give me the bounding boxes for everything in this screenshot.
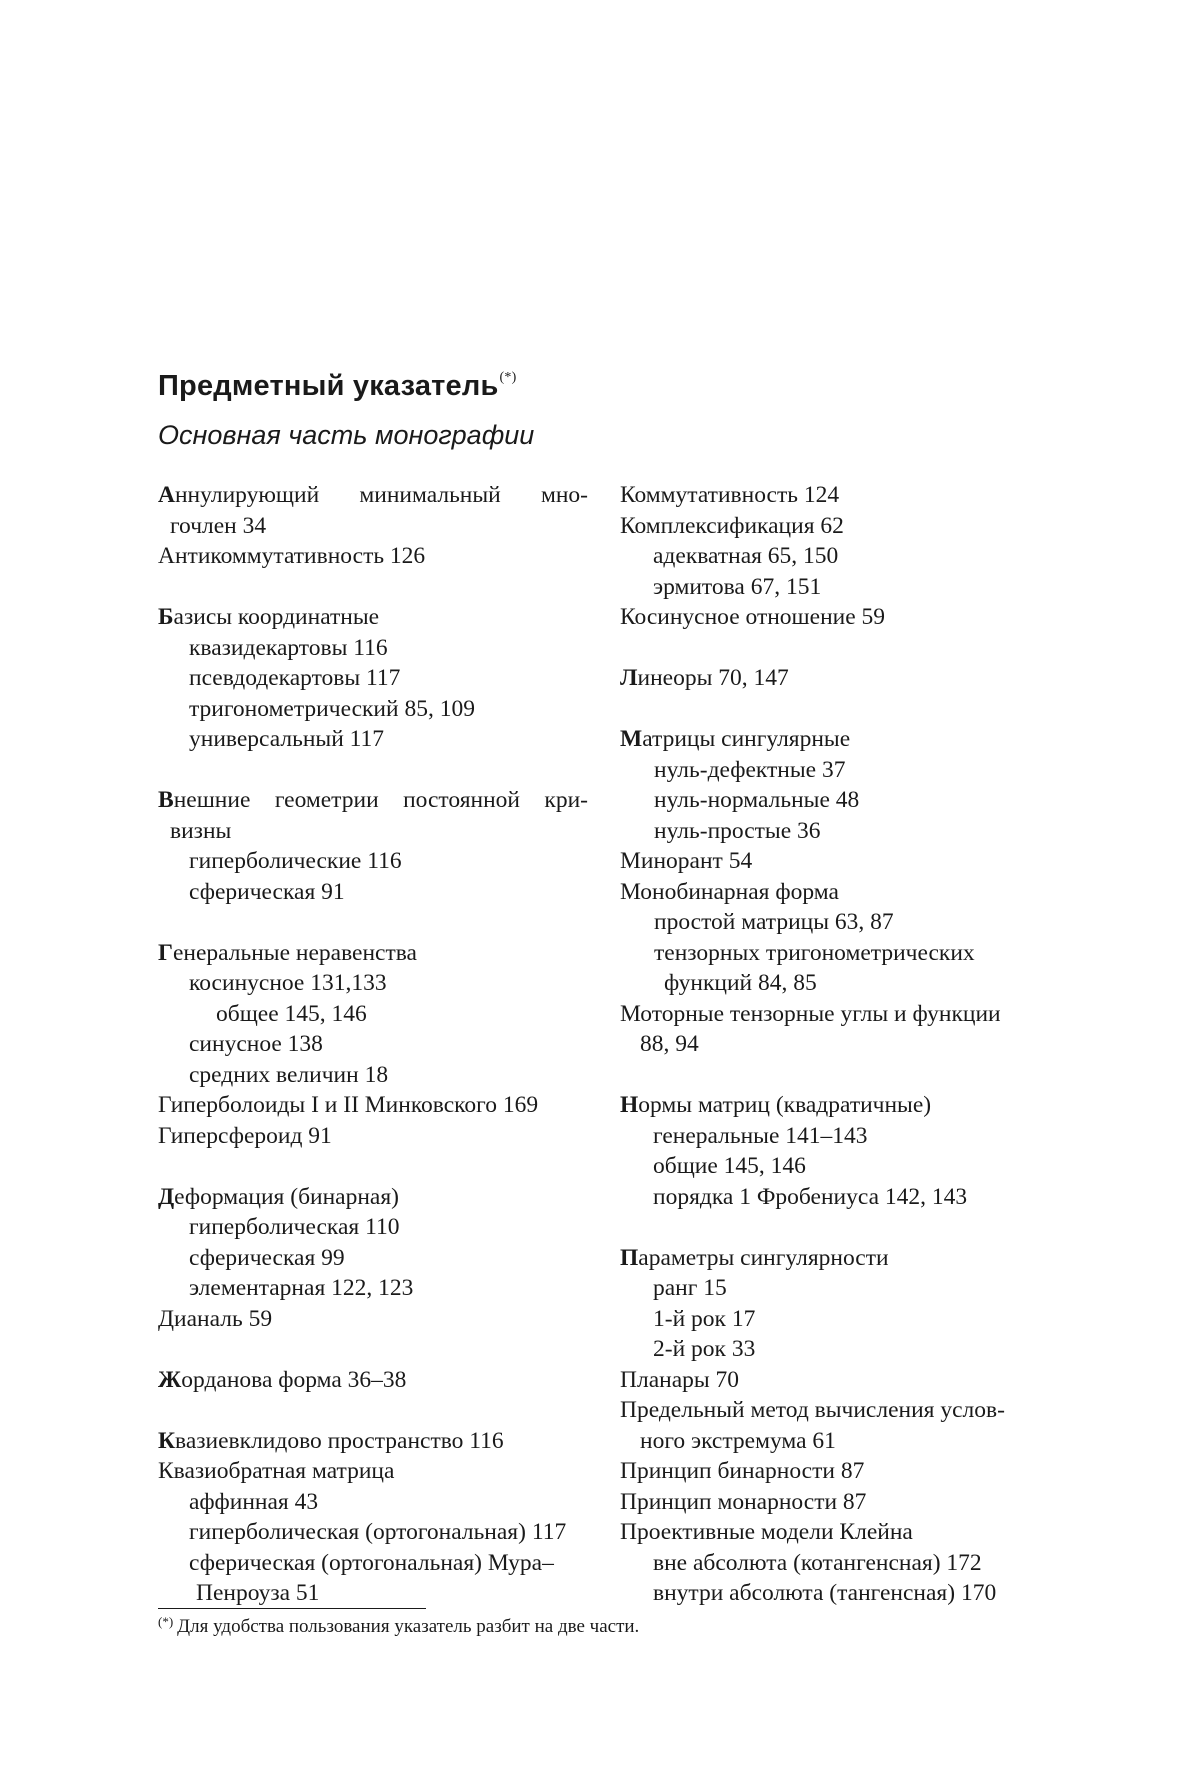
index-entry-text: косинусное 131,133 <box>189 970 387 996</box>
index-entry-text: енеральные неравенства <box>172 939 417 966</box>
index-entry-text: орданова форма 36–38 <box>181 1366 407 1393</box>
index-entry-text: Планары 70 <box>620 1366 740 1393</box>
index-entry-text: ного экстремума 61 <box>640 1427 836 1454</box>
index-entry-text: атрицы сингулярные <box>642 726 851 752</box>
index-entry <box>620 907 1050 938</box>
index-entry <box>620 877 1050 908</box>
index-entry <box>158 633 588 664</box>
index-entry <box>158 846 588 877</box>
index-entry-text: 88, 94 <box>640 1031 699 1057</box>
footnote <box>158 1614 639 1638</box>
index-entry <box>620 1426 1050 1457</box>
index-entry-text: инеоры 70, 147 <box>637 665 789 691</box>
index-entry <box>620 541 1050 572</box>
index-entry-text: Антикоммутативность 126 <box>158 543 426 569</box>
index-entry-text: ранг 15 <box>653 1275 727 1301</box>
index-entry <box>620 602 1050 633</box>
index-spacer <box>620 1060 1050 1091</box>
index-entry <box>620 816 1050 847</box>
index-entry-text: простой матрицы 63, 87 <box>654 909 894 935</box>
index-spacer <box>158 907 588 938</box>
index-entry <box>620 1151 1050 1182</box>
index-entry-text: Комплексификация 62 <box>620 512 844 539</box>
index-entry <box>620 1517 1050 1548</box>
index-entry-text: Предельный метод вычисления услов- <box>620 1397 1005 1423</box>
index-entry-text: 2-й рок 33 <box>653 1336 756 1362</box>
index-entry-text: Коммутативность 124 <box>620 482 840 508</box>
footnote-mark: (*) <box>158 1614 174 1629</box>
footnote-reference-mark: (*) <box>499 370 517 385</box>
index-spacer <box>158 1395 588 1426</box>
index-entry-text: нуль-дефектные 37 <box>654 756 846 783</box>
index-entry <box>620 968 1050 999</box>
index-entry-text: Монобинарная форма <box>620 878 839 905</box>
index-entry <box>620 1182 1050 1213</box>
index-entry <box>158 938 588 969</box>
index-entry <box>158 1548 588 1579</box>
index-entry-text: ормы матриц (квадратичные) <box>638 1092 932 1118</box>
index-entry-text: гиперболические 116 <box>189 848 402 874</box>
footnote-divider <box>158 1608 426 1609</box>
index-spacer <box>158 1334 588 1365</box>
index-entry <box>158 1517 588 1548</box>
index-spacer <box>620 1212 1050 1243</box>
index-entry <box>620 1334 1050 1365</box>
index-entry-text: порядка 1 Фробениуса 142, 143 <box>653 1183 968 1210</box>
index-entry-text: азисы координатные <box>173 604 380 630</box>
index-spacer <box>620 633 1050 664</box>
index-entry <box>158 511 588 542</box>
index-entry-text: 1-й рок 17 <box>653 1305 756 1332</box>
index-entry <box>158 1273 588 1304</box>
index-entry <box>158 1121 588 1152</box>
index-spacer <box>620 694 1050 725</box>
index-entry <box>158 1304 588 1335</box>
index-entry <box>158 541 588 572</box>
index-letter-lead: Д <box>158 1183 175 1210</box>
index-entry <box>158 877 588 908</box>
index-entry <box>620 511 1050 542</box>
index-entry <box>620 1121 1050 1152</box>
index-entry-text: квазидекартовы 116 <box>189 634 388 661</box>
index-letter-lead: В <box>158 787 174 813</box>
index-entry-text: гиперболическая 110 <box>189 1214 400 1240</box>
index-spacer <box>158 1151 588 1182</box>
index-entry <box>158 999 588 1030</box>
index-entry <box>158 1182 588 1213</box>
index-entry <box>620 755 1050 786</box>
index-entry-text: аффинная 43 <box>189 1488 319 1515</box>
index-entry-text: сферическая 99 <box>189 1244 345 1271</box>
index-entry <box>620 724 1050 755</box>
index-entry <box>620 663 1050 694</box>
index-entry <box>620 1090 1050 1121</box>
index-column-left <box>158 480 588 1609</box>
index-letter-lead: Г <box>158 939 173 966</box>
index-entry-text: Пенроуза 51 <box>196 1580 320 1606</box>
index-entry-text: эрмитова 67, 151 <box>653 573 822 600</box>
index-entry <box>158 968 588 999</box>
index-entry <box>620 1365 1050 1396</box>
index-entry-text: тензорных тригонометрических <box>654 939 975 966</box>
index-spacer <box>158 755 588 786</box>
index-entry-text: Косинусное отношение 59 <box>620 604 886 630</box>
index-entry <box>620 1456 1050 1487</box>
index-entry-text: Гиперсфероид 91 <box>158 1122 332 1149</box>
index-entry <box>158 1365 588 1396</box>
index-entry-text: нуль-нормальные 48 <box>654 787 860 813</box>
index-entry-text: генеральные 141–143 <box>653 1122 868 1149</box>
index-entry <box>620 1273 1050 1304</box>
index-entry <box>620 1578 1050 1609</box>
index-entry-text: вазиевклидово пространство 116 <box>175 1427 504 1454</box>
index-letter-lead: А <box>158 482 175 508</box>
index-column-right <box>620 480 1050 1609</box>
index-entry <box>158 724 588 755</box>
index-entry-text: синусное 138 <box>189 1031 323 1057</box>
index-entry-text: Принцип монарности 87 <box>620 1488 867 1515</box>
index-entry <box>158 1456 588 1487</box>
index-entry-text: сферическая 91 <box>189 878 345 905</box>
index-entry <box>158 1060 588 1091</box>
index-entry <box>620 572 1050 603</box>
index-entry <box>158 1090 588 1121</box>
index-entry <box>158 663 588 694</box>
index-letter-lead: Б <box>158 604 174 630</box>
index-letter-lead: Л <box>620 665 638 691</box>
index-entry-text: Минорант 54 <box>620 848 753 874</box>
page-title-text: Предметный указатель <box>158 370 499 402</box>
index-entry <box>620 1029 1050 1060</box>
index-entry-text: общее 145, 146 <box>216 1000 367 1027</box>
index-entry-text: Дианаль 59 <box>158 1305 273 1332</box>
index-entry-text: ннулирующий минимальный мно- <box>174 482 588 508</box>
footnote-text: Для удобства пользования указатель разбит на две части. <box>177 1616 640 1637</box>
index-entry-text: вне абсолюта (котангенсная) 172 <box>653 1549 982 1576</box>
index-entry-text: внутри абсолюта (тангенсная) 170 <box>653 1580 997 1606</box>
index-entry <box>158 1243 588 1274</box>
index-entry <box>620 846 1050 877</box>
index-letter-lead: М <box>620 726 643 752</box>
index-entry-text: гиперболическая (ортогональная) 117 <box>189 1519 567 1545</box>
index-entry <box>158 480 588 511</box>
index-entry <box>158 1487 588 1518</box>
index-entry-text: визны <box>170 817 232 844</box>
index-entry-text: нуль-простые 36 <box>654 817 821 844</box>
index-entry <box>620 1395 1050 1426</box>
index-entry-text: средних величин 18 <box>189 1061 389 1088</box>
index-entry <box>158 1029 588 1060</box>
index-letter-lead: Ж <box>158 1366 182 1393</box>
index-entry <box>158 1578 588 1609</box>
index-entry <box>158 1426 588 1457</box>
index-entry-text: универсальный 117 <box>189 726 385 752</box>
index-entry-text: общие 145, 146 <box>653 1153 806 1179</box>
index-entry-text: Принцип бинарности 87 <box>620 1458 865 1484</box>
index-letter-lead: К <box>158 1427 176 1454</box>
index-letter-lead: П <box>620 1244 639 1271</box>
index-entry <box>158 694 588 725</box>
index-entry <box>158 1212 588 1243</box>
index-entry <box>620 1548 1050 1579</box>
index-entry-text: нешние геометрии постоянной кри- <box>173 787 588 813</box>
index-entry-text: тригонометрический 85, 109 <box>189 695 475 722</box>
index-entry <box>620 938 1050 969</box>
index-entry-text: гочлен 34 <box>170 512 267 539</box>
index-entry <box>620 1487 1050 1518</box>
index-entry-text: псевдодекартовы 117 <box>189 665 401 691</box>
index-entry <box>620 785 1050 816</box>
index-entry-text: функций 84, 85 <box>664 970 817 996</box>
index-spacer <box>158 572 588 603</box>
index-entry-text: Гиперболоиды I и II Минковского 169 <box>158 1092 539 1118</box>
index-entry-text: сферическая (ортогональная) Мура– <box>189 1549 554 1576</box>
index-entry-text: элементарная 122, 123 <box>189 1275 414 1301</box>
section-subtitle: Основная часть монографии <box>158 420 535 450</box>
index-entry-text: адекватная 65, 150 <box>653 543 839 569</box>
index-entry-text: Моторные тензорные углы и функции <box>620 1000 1001 1027</box>
index-entry-text: араметры сингулярности <box>638 1244 889 1271</box>
index-entry-text: Квазиобратная матрица <box>158 1458 395 1484</box>
page-title <box>158 370 516 403</box>
index-entry <box>620 480 1050 511</box>
index-entry <box>620 1304 1050 1335</box>
index-entry <box>620 1243 1050 1274</box>
index-entry <box>158 785 588 816</box>
index-entry-text: Проективные модели Клейна <box>620 1519 913 1545</box>
index-entry <box>158 816 588 847</box>
index-entry <box>620 999 1050 1030</box>
index-entry-text: еформация (бинарная) <box>174 1183 399 1210</box>
index-letter-lead: Н <box>620 1092 639 1118</box>
index-entry <box>158 602 588 633</box>
